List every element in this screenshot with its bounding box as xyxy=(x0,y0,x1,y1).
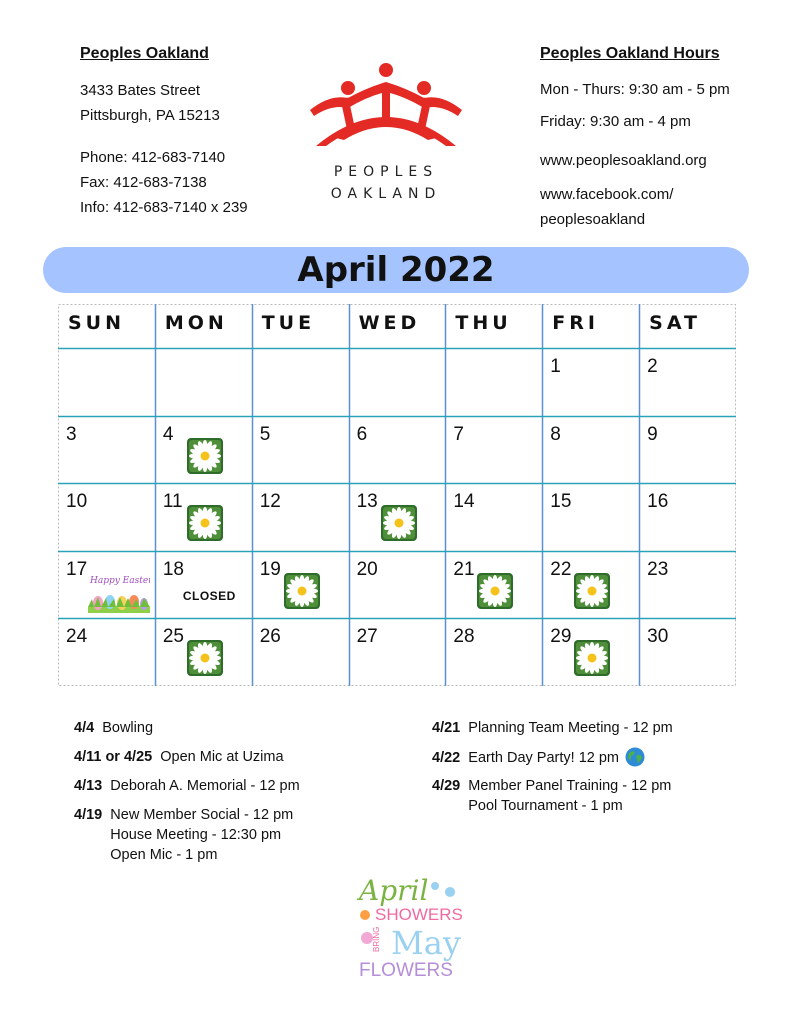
calendar-day-6[interactable] xyxy=(349,416,446,484)
calendar-day-18[interactable] xyxy=(155,551,252,619)
org-phone: Phone: 412-683-7140 xyxy=(80,149,226,166)
calendar-day-19[interactable] xyxy=(252,551,349,619)
facebook-link-line1[interactable]: www.facebook.com/ xyxy=(540,186,674,203)
calendar-day-10[interactable] xyxy=(58,483,155,551)
day-number: 7 xyxy=(453,423,464,445)
people-arch-icon xyxy=(300,58,472,153)
daisy-icon xyxy=(187,505,223,541)
org-address-line2: Pittsburgh, PA 15213 xyxy=(80,107,220,124)
calendar-day-25[interactable] xyxy=(155,618,252,686)
right-event-0 xyxy=(432,718,673,738)
calendar-day-4[interactable] xyxy=(155,416,252,484)
calendar-day-26[interactable] xyxy=(252,618,349,686)
day-number: 23 xyxy=(647,558,669,580)
website-link[interactable]: www.peoplesoakland.org xyxy=(540,152,707,169)
peoples-oakland-logo xyxy=(300,58,472,208)
calendar-day-empty xyxy=(445,348,542,416)
day-number: 19 xyxy=(259,558,281,580)
facebook-link-line2[interactable]: peoplesoakland xyxy=(540,211,646,228)
daisy-icon xyxy=(284,573,320,609)
calendar-day-29[interactable] xyxy=(542,618,639,686)
day-number: 18 xyxy=(162,558,184,580)
left-event-3 xyxy=(74,805,293,825)
event-date: 4/13 xyxy=(74,778,103,794)
org-name: Peoples Oakland xyxy=(80,45,209,62)
day-number: 10 xyxy=(66,491,88,513)
calendar-day-empty xyxy=(252,348,349,416)
org-address-line1: 3433 Bates Street xyxy=(80,82,201,99)
event-date: 4/4 xyxy=(74,720,95,736)
weekday-header-mon: MON xyxy=(164,312,228,334)
day-number: 16 xyxy=(647,491,669,513)
calendar-day-21[interactable] xyxy=(445,551,542,619)
svg-text:Happy Easter!: Happy Easter! xyxy=(90,575,150,586)
event-description-line: Open Mic - 1 pm xyxy=(110,847,218,863)
day-number: 11 xyxy=(162,491,183,513)
day-number: 26 xyxy=(259,626,281,648)
hours-title: Peoples Oakland Hours xyxy=(540,45,720,62)
event-description: Earth Day Party! 12 pm xyxy=(460,750,619,766)
calendar-day-14[interactable] xyxy=(445,483,542,551)
day-number: 27 xyxy=(356,626,378,648)
month-title: April 2022 xyxy=(297,250,495,290)
day-number: 29 xyxy=(550,626,572,648)
day-number: 15 xyxy=(550,491,572,513)
event-description-line: House Meeting - 12:30 pm xyxy=(110,827,282,843)
daisy-icon xyxy=(187,640,223,676)
month-banner xyxy=(43,247,749,293)
calendar-day-12[interactable] xyxy=(252,483,349,551)
left-event-0 xyxy=(74,718,153,738)
poster-word-3: BRING xyxy=(372,926,381,952)
event-date: 4/11 or 4/25 xyxy=(74,749,153,765)
day-number: 25 xyxy=(162,626,184,648)
left-event-1 xyxy=(74,747,284,767)
event-description: Bowling xyxy=(94,720,154,736)
weekday-header-sun: SUN xyxy=(68,312,126,334)
calendar-day-1[interactable] xyxy=(542,348,639,416)
event-date: 4/29 xyxy=(432,778,461,794)
calendar-day-2[interactable] xyxy=(639,348,736,416)
day-number: 1 xyxy=(550,356,561,377)
calendar-day-3[interactable] xyxy=(58,416,155,484)
calendar-day-30[interactable] xyxy=(639,618,736,686)
weekday-header-tue: TUE xyxy=(261,312,316,334)
poster-word-2: SHOWERS xyxy=(375,905,463,924)
earth-icon xyxy=(625,747,645,773)
closed-label: CLOSED xyxy=(182,588,236,603)
calendar-day-11[interactable] xyxy=(155,483,252,551)
org-fax: Fax: 412-683-7138 xyxy=(80,174,207,191)
event-description: Deborah A. Memorial - 12 pm xyxy=(102,778,300,794)
event-description-line: Pool Tournament - 1 pm xyxy=(468,798,623,814)
day-number: 13 xyxy=(356,491,378,513)
day-number: 3 xyxy=(66,423,77,445)
weekday-header-sat: SAT xyxy=(649,312,702,334)
daisy-icon xyxy=(574,573,610,609)
event-description: Member Panel Training - 12 pm xyxy=(460,778,672,794)
poster-word-4: May xyxy=(391,924,461,962)
calendar-day-17[interactable] xyxy=(58,551,155,619)
calendar-day-27[interactable] xyxy=(349,618,446,686)
day-number: 12 xyxy=(259,491,281,513)
poster-word-1: April xyxy=(359,874,429,907)
calendar-day-empty xyxy=(349,348,446,416)
day-number: 21 xyxy=(453,558,475,580)
right-event-1 xyxy=(432,747,645,773)
hours-weekday: Mon - Thurs: 9:30 am - 5 pm xyxy=(540,81,730,98)
calendar-day-16[interactable] xyxy=(639,483,736,551)
calendar-day-24[interactable] xyxy=(58,618,155,686)
daisy-icon xyxy=(381,505,417,541)
event-description: New Member Social - 12 pm xyxy=(102,807,294,823)
calendar-day-20[interactable] xyxy=(349,551,446,619)
hours-friday: Friday: 9:30 am - 4 pm xyxy=(540,113,691,130)
day-number: 14 xyxy=(453,491,475,513)
daisy-icon xyxy=(477,573,513,609)
calendar-grid xyxy=(58,304,736,686)
calendar-day-empty xyxy=(155,348,252,416)
day-number: 24 xyxy=(66,626,88,648)
calendar-day-15[interactable] xyxy=(542,483,639,551)
calendar-day-5[interactable] xyxy=(252,416,349,484)
day-number: 5 xyxy=(259,423,271,445)
easter-eggs-icon xyxy=(88,567,150,615)
calendar-day-7[interactable] xyxy=(445,416,542,484)
calendar-day-9[interactable] xyxy=(639,416,736,484)
weekday-header-thu: THU xyxy=(455,312,512,334)
calendar-day-empty xyxy=(58,348,155,416)
calendar-day-28[interactable] xyxy=(445,618,542,686)
weekday-header-wed: WED xyxy=(358,312,421,334)
calendar-day-22[interactable] xyxy=(542,551,639,619)
calendar-day-23[interactable] xyxy=(639,551,736,619)
calendar-day-8[interactable] xyxy=(542,416,639,484)
logo-line2: OAKLAND xyxy=(330,186,442,202)
poster-word-5: FLOWERS xyxy=(359,960,453,981)
calendar-day-13[interactable] xyxy=(349,483,446,551)
day-number: 30 xyxy=(647,626,669,648)
event-date: 4/19 xyxy=(74,807,103,823)
event-date: 4/21 xyxy=(432,720,461,736)
right-event-2 xyxy=(432,776,671,796)
day-number: 17 xyxy=(66,558,88,580)
event-description: Planning Team Meeting - 12 pm xyxy=(460,720,673,736)
april-showers-poster xyxy=(355,872,465,982)
day-number: 4 xyxy=(162,423,174,445)
day-number: 22 xyxy=(550,558,572,580)
day-number: 2 xyxy=(647,356,658,377)
weekday-header-fri: FRI xyxy=(552,312,599,334)
left-event-2 xyxy=(74,776,300,796)
daisy-icon xyxy=(574,640,610,676)
day-number: 28 xyxy=(453,626,475,648)
day-number: 8 xyxy=(550,423,561,445)
day-number: 6 xyxy=(356,423,368,445)
org-info: Info: 412-683-7140 x 239 xyxy=(80,199,248,216)
day-number: 20 xyxy=(356,558,378,580)
event-description: Open Mic at Uzima xyxy=(152,749,284,765)
daisy-icon xyxy=(187,438,223,474)
event-date: 4/22 xyxy=(432,750,461,766)
day-number: 9 xyxy=(647,423,658,445)
logo-line1: PEOPLES xyxy=(333,164,439,180)
